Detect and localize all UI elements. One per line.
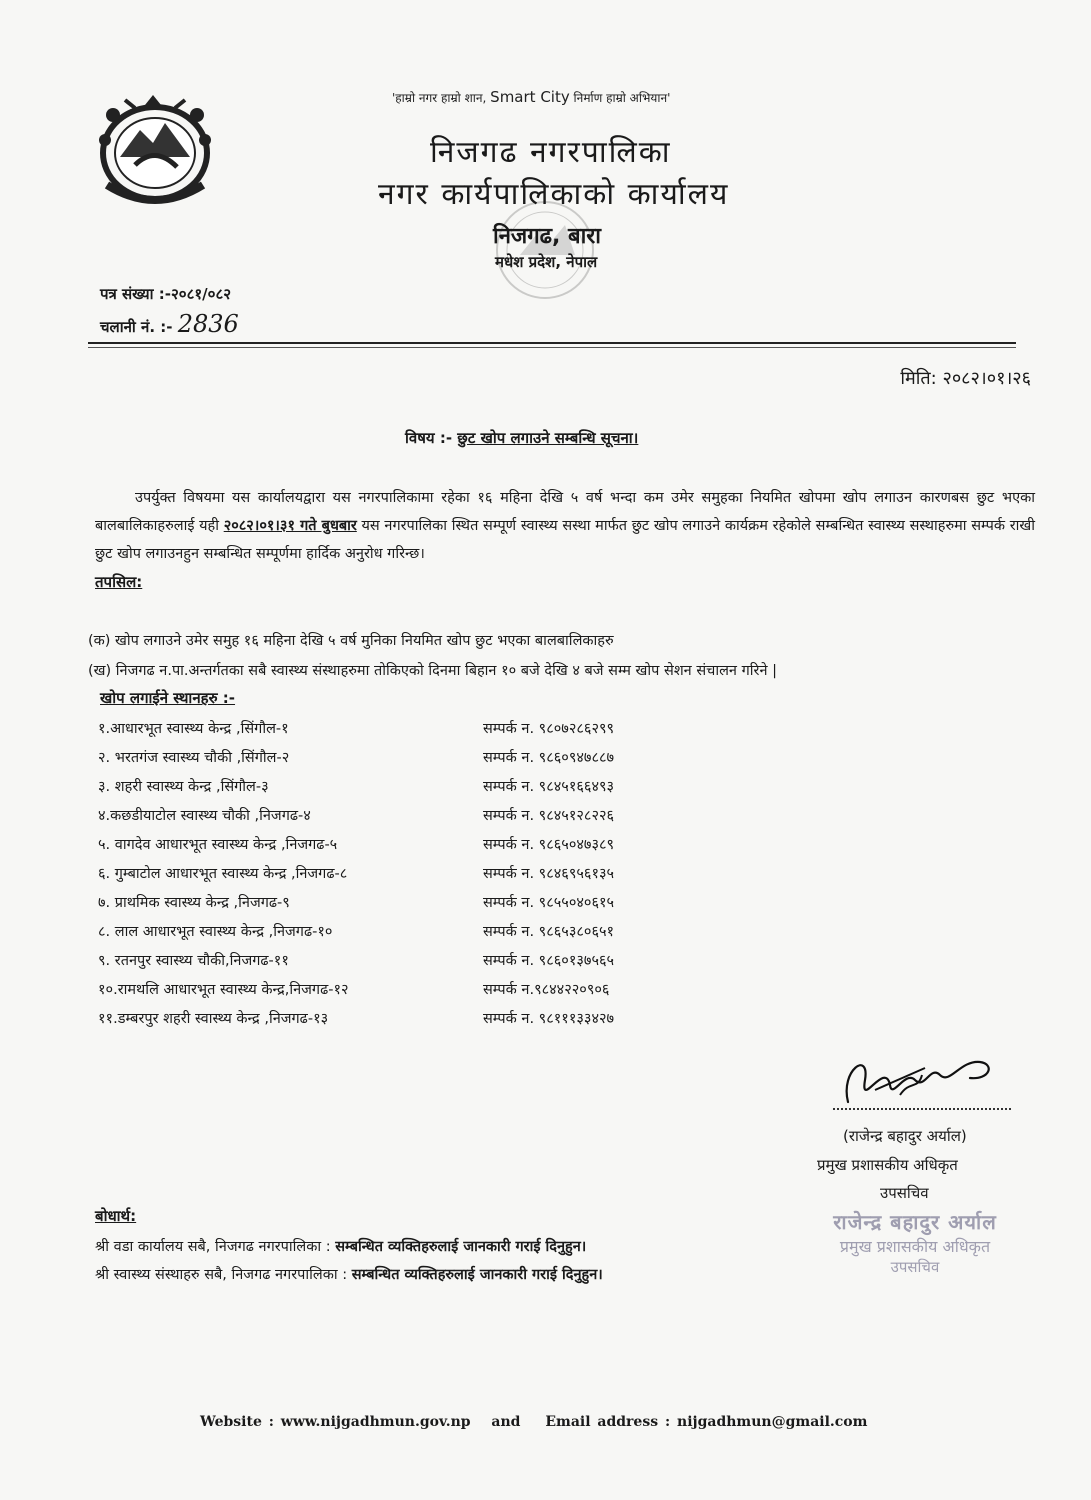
nepal-emblem-logo bbox=[85, 85, 225, 210]
signature-image bbox=[830, 1040, 1000, 1115]
list-item bbox=[98, 921, 698, 950]
letter-date: मिति: २०८२।०१।२६ bbox=[900, 368, 1031, 389]
point-ka: (क) खोप लगाउने उमेर समुह १६ महिना देखि ५ वर्ष मुनिका नियमित खोप छुट भएका बालबालिकाहरु bbox=[88, 633, 614, 649]
details-heading: तपसिल: bbox=[95, 573, 143, 591]
patra-sankhya bbox=[100, 284, 231, 304]
office-name: नगर कार्यपालिकाको कार्यालय bbox=[378, 177, 730, 212]
subject-text: छुट खोप लगाउने सम्बन्धि सूचना। bbox=[457, 429, 639, 447]
location-name: ३. शहरी स्वास्थ्य केन्द्र ,सिंगौल-३ bbox=[98, 779, 269, 795]
list-item bbox=[98, 747, 698, 776]
campaign-date: २०८२।०१।३१ गते बुधबार bbox=[223, 518, 357, 534]
stamp-line3: उपसचिव bbox=[890, 1258, 940, 1276]
name-stamp bbox=[790, 1208, 1040, 1277]
subject-line bbox=[405, 428, 638, 448]
list-item bbox=[98, 950, 698, 979]
slogan-end: निर्माण हाम्रो अभियान' bbox=[573, 91, 671, 105]
location-name: ७. प्राथमिक स्वास्थ्य केन्द्र ,निजगढ-९ bbox=[98, 895, 290, 911]
cc-line bbox=[95, 1264, 603, 1284]
location-name: १.आधारभूत स्वास्थ्य केन्द्र ,सिंगौल-१ bbox=[98, 721, 289, 737]
location-contact: सम्पर्क न. ९८६०९४७८८७ bbox=[483, 750, 615, 766]
office-province: मधेश प्रदेश, नेपाल bbox=[495, 253, 598, 271]
location-contact: सम्पर्क न. ९८५५०४०६१५ bbox=[483, 895, 615, 911]
location-contact: सम्पर्क न. ९८४५१२८२२६ bbox=[483, 808, 615, 824]
slogan-smart-city: Smart City bbox=[490, 88, 570, 106]
stamp-line2: प्रमुख प्रशासकीय अधिकृत bbox=[839, 1237, 991, 1256]
cc-recipient: श्री वडा कार्यालय सबै, निजगढ नगरपालिका : bbox=[95, 1239, 331, 1255]
location-contact: सम्पर्क न. ९८६०१३७५६५ bbox=[483, 953, 615, 969]
slogan bbox=[392, 88, 670, 106]
cc-line bbox=[95, 1236, 586, 1256]
location-contact: सम्पर्क न. ९८०७२८६२९९ bbox=[483, 721, 615, 737]
list-item bbox=[98, 863, 698, 892]
header-divider bbox=[88, 342, 1016, 344]
list-item bbox=[98, 805, 698, 834]
point-kha: (ख) निजगढ न.पा.अन्तर्गतका सबै स्वास्थ्य संस्थाहरुमा तोकिएको दिनमा बिहान १० बजे देखि ४ बजे सम्म खोप सेशन संचालन गरिने | bbox=[88, 663, 777, 679]
cc-recipient: श्री स्वास्थ्य संस्थाहरु सबै, निजगढ नगरपालिका : bbox=[95, 1267, 348, 1283]
website-link[interactable]: www.nijgadhmun.gov.np bbox=[280, 1414, 471, 1430]
email-link[interactable]: nijgadhmun@gmail.com bbox=[677, 1414, 868, 1430]
location-name: ९. रतनपुर स्वास्थ्य चौकी,निजगढ-११ bbox=[98, 953, 289, 969]
list-item bbox=[98, 979, 698, 1008]
location-name: १०.रामथलि आधारभूत स्वास्थ्य केन्द्र,निजगढ-१२ bbox=[98, 982, 349, 998]
website-label: Website : bbox=[200, 1414, 274, 1430]
list-item bbox=[98, 834, 698, 863]
location-contact: सम्पर्क न. ९८६५३८०६५१ bbox=[483, 924, 615, 940]
location-contact: सम्पर्क न.९८४४२२०९०६ bbox=[483, 982, 610, 998]
cc-note: सम्बन्धित व्यक्तिहरुलाई जानकारी गराई दिनुहुन। bbox=[351, 1267, 603, 1283]
body-part2: यस नगरपालिका स्थित सम्पूर्ण स्वास्थ्य सस्था मार्फत छुट खोप लगाउने कार्यक्रम रहेकोले सम्बन्धित स्वास्थ्य सस्थाहरुमा सम्पर्क राखी छुट खोप लगाउनहुन सम्बन्धित सम्पूर्णमा हार्दिक अनुरोध गरिन्छ। bbox=[95, 518, 1036, 562]
email-label: Email address : bbox=[545, 1414, 671, 1430]
slogan-start: 'हाम्रो नगर हाम्रो शान, bbox=[392, 91, 487, 105]
header-divider-thin bbox=[88, 347, 1016, 348]
location-contact: सम्पर्क न. ९८४६९५६१३५ bbox=[483, 866, 615, 882]
cc-heading: बोधार्थ: bbox=[95, 1207, 137, 1225]
footer-and: and bbox=[491, 1414, 521, 1430]
footer-contact bbox=[200, 1414, 867, 1430]
body-part1: उपर्युक्त विषयमा यस कार्यालयद्वारा यस नगरपालिकामा रहेका १६ महिना देखि ५ वर्ष भन्दा कम उमेर समुहका नियमित खोपमा खोप लगाउन कारणबस छुट भएका बालबालिकाहरुलाई यही bbox=[95, 490, 1035, 534]
signatory-name: (राजेन्द्र बहादुर अर्याल) bbox=[843, 1127, 967, 1145]
list-item bbox=[98, 892, 698, 921]
subject-label: विषय :- bbox=[405, 429, 453, 447]
chalani-value-handwritten: 2836 bbox=[177, 310, 239, 338]
location-name: ६. गुम्बाटोल आधारभूत स्वास्थ्य केन्द्र ,निजगढ-८ bbox=[98, 866, 348, 882]
location-contact: सम्पर्क न. ९८१११३३४२७ bbox=[483, 1011, 615, 1027]
stamp-line1: राजेन्द्र बहादुर अर्याल bbox=[833, 1210, 997, 1234]
locations-heading: खोप लगाईने स्थानहरु :- bbox=[100, 689, 236, 707]
chalani-number bbox=[100, 310, 239, 338]
list-item bbox=[98, 1008, 698, 1037]
location-contact: सम्पर्क न. ९८६५०४७३८९ bbox=[483, 837, 615, 853]
location-name: ८. लाल आधारभूत स्वास्थ्य केन्द्र ,निजगढ-१० bbox=[98, 924, 333, 940]
list-item bbox=[98, 718, 698, 747]
office-city: निजगढ, बारा bbox=[493, 224, 601, 249]
signatory-rank: उपसचिव bbox=[880, 1184, 929, 1202]
notice-body bbox=[95, 484, 1035, 568]
location-contact: सम्पर्क न. ९८४५१६६४९३ bbox=[483, 779, 615, 795]
location-name: ११.डम्बरपुर शहरी स्वास्थ्य केन्द्र ,निजगढ-१३ bbox=[98, 1011, 329, 1027]
signature-line bbox=[833, 1108, 1011, 1110]
list-item bbox=[98, 776, 698, 805]
patra-value: २०८१/०८२ bbox=[170, 285, 232, 303]
location-name: २. भरतगंज स्वास्थ्य चौकी ,सिंगौल-२ bbox=[98, 750, 290, 766]
chalani-label: चलानी नं. :- bbox=[100, 318, 173, 336]
locations-list bbox=[98, 718, 698, 1037]
cc-note: सम्बन्धित व्यक्तिहरुलाई जानकारी गराई दिनुहुन। bbox=[335, 1239, 587, 1255]
patra-label: पत्र संख्या :- bbox=[100, 285, 171, 303]
signatory-post: प्रमुख प्रशासकीय अधिकृत bbox=[817, 1156, 958, 1174]
location-name: ४.कछडीयाटोल स्वास्थ्य चौकी ,निजगढ-४ bbox=[98, 808, 311, 824]
location-name: ५. वागदेव आधारभूत स्वास्थ्य केन्द्र ,निजगढ-५ bbox=[98, 837, 338, 853]
org-name: निजगढ नगरपालिका bbox=[430, 135, 672, 170]
